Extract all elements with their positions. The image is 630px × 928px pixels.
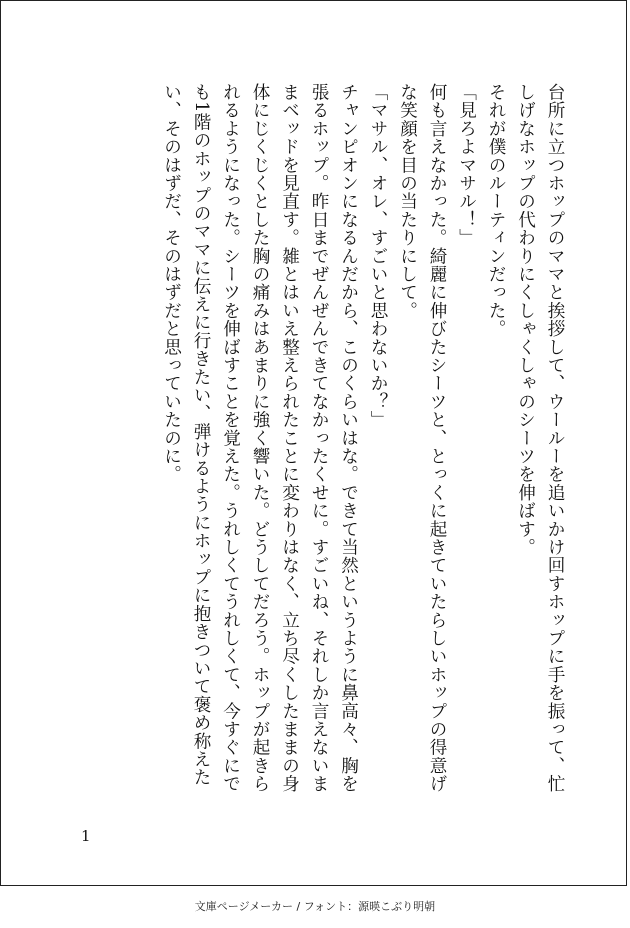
footer-credit: 文庫ページメーカー / フォント：源暎こぶり明朝 bbox=[194, 900, 436, 913]
paragraph: 何も言えなかった。綺麗に伸びたシーツと、とっくに起きていたらしいホップの得意げな笑顔を目の当たりにして。 bbox=[397, 83, 447, 793]
paragraph: それが僕のルーティンだった。 bbox=[486, 83, 506, 338]
vertical-body-text bbox=[156, 83, 569, 798]
paragraph: 「マサル、オレ、すごいと思わないか？」 bbox=[368, 83, 388, 429]
paragraph: 台所に立つホップのママと挨拶して、ウールーを追いかけ回すホップに手を振って、忙しげなホップの代わりにくしゃくしゃのシーツを伸ばす。 bbox=[515, 83, 565, 793]
page-number: 1 bbox=[81, 827, 91, 845]
paragraph: 「見ろよマサル！」 bbox=[456, 83, 477, 247]
paragraph: チャンピオンになるんだから、このくらいはな。できて当然というように鼻高々、胸を張るホップ。昨日までぜんぜんできてなかったくせに。すごいね、それしか言えないままベッドを見直す。雑とはいえ整えられたことに変わりはなく、立ち尽くしたままの身体にじくじくとした胸の痛みはあまりに強く響いた。どうしてだろう。ホップが起きられるようになった。シーツを伸ばすことを覚えた。うれしくてうれしくて、今すぐにでも1階のホップのママに伝えに行きたい、弾けるようにホップに抱きついて褒め称えたい、そのはずだ、そのはずだと思っていたのに。 bbox=[161, 83, 359, 793]
